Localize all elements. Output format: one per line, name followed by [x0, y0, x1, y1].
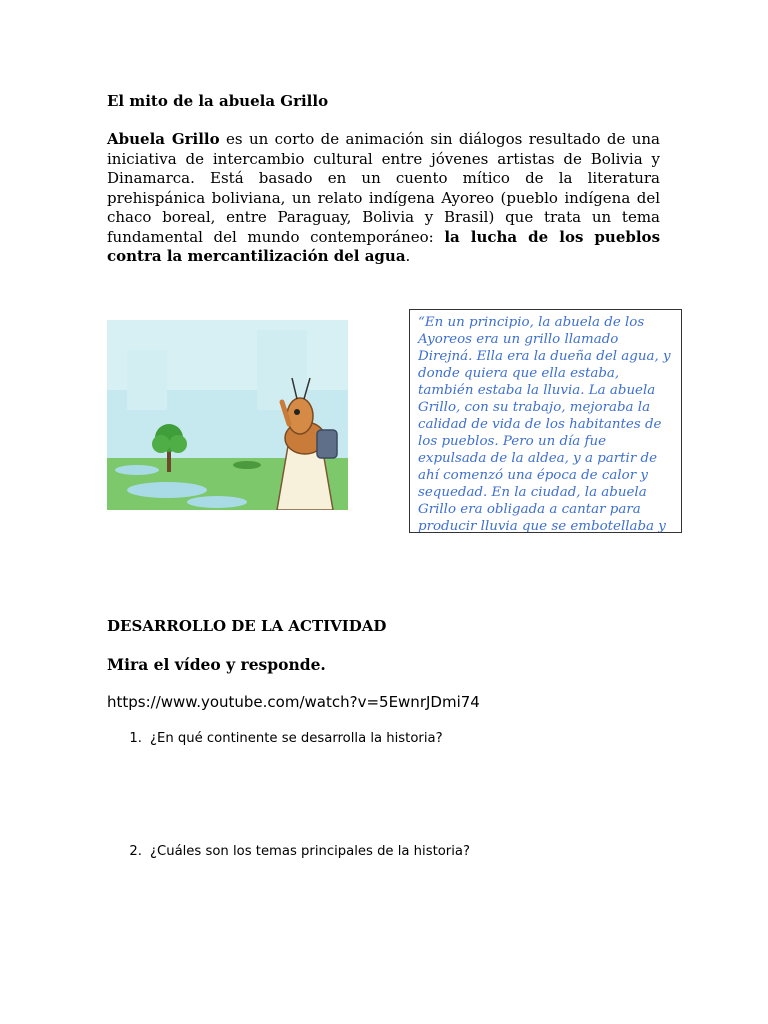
intro-paragraph [107, 130, 660, 267]
abuela-grillo-illustration [107, 320, 348, 510]
question-text: ¿Cuáles son los temas principales de la historia? [150, 844, 470, 859]
section-title: DESARROLLO DE LA ACTIVIDAD [107, 617, 387, 635]
quote-text: “En un principio, la abuela de los Ayoreos era un grillo llamado Direjná. Ella era la dueña del agua, y donde quiera que ella estaba, también estaba la lluvia. La abuela Grillo, con su trabajo, mejoraba la calidad de vida de los habitantes de los pueblos. Pero un día fue expulsada de la aldea, y a partir de ahí comenzó una época de calor y sequedad. En la ciudad, la abuela Grillo era obligada a cantar para producir lluvia que se embotellaba y [418, 315, 671, 533]
intro-end: . [405, 247, 411, 265]
question-number: 2. [129, 844, 142, 859]
video-link[interactable]: https://www.youtube.com/watch?v=5EwnrJDmi74 [107, 693, 480, 711]
intro-body: es un corto de animación sin diálogos resultado de una iniciativa de intercambio cultural entre jóvenes artistas de Bolivia y Dinamarca. Está basado en un cuento mítico de la literatura prehispánica boliviana, un relato indígena Ayoreo (pueblo indígena del chaco boreal, entre Paraguay, Bolivia y Brasil) que trata un tema fundamental del mundo contemporáneo: [107, 130, 661, 246]
question-number: 1. [129, 731, 142, 746]
question-text: ¿En qué continente se desarrolla la historia? [150, 731, 443, 746]
quote-box [409, 309, 682, 533]
intro-emphasis: la lucha de los pueblos contra la mercantilización del agua [107, 227, 661, 265]
activity-instruction: Mira el vídeo y responde. [107, 655, 326, 674]
intro-lead: Abuela Grillo [107, 130, 220, 148]
document-title: El mito de la abuela Grillo [107, 92, 329, 110]
